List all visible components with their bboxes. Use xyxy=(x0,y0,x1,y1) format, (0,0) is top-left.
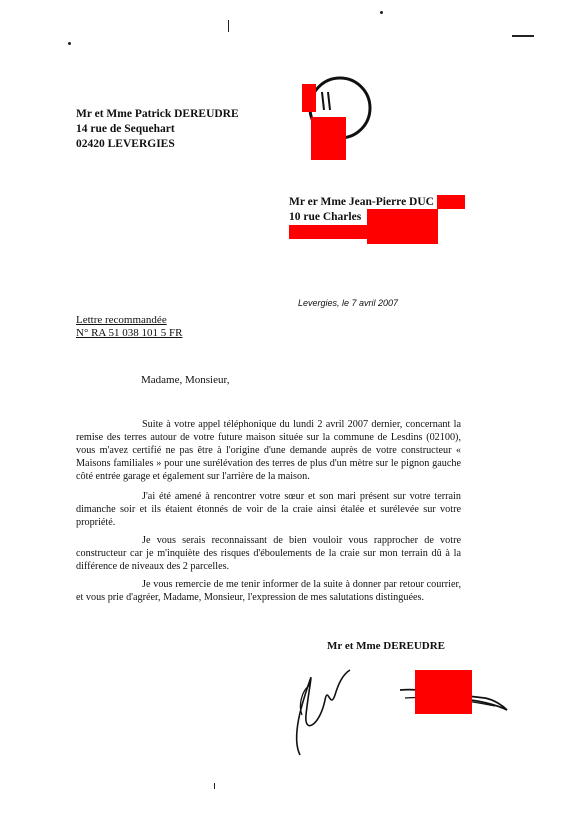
recipient-redaction-city xyxy=(289,225,367,239)
scan-mark-top xyxy=(228,20,229,32)
stamp-annotation xyxy=(322,92,330,110)
salutation: Madame, Monsieur, xyxy=(141,374,230,386)
recipient-redaction-street xyxy=(367,209,438,244)
sender-block xyxy=(76,107,239,152)
registered-letter-block xyxy=(76,314,182,340)
stamp-redaction-left xyxy=(302,84,316,112)
body-paragraph: Je vous serais reconnaissant de bien vouloir vous rapprocher de votre constructeur car je m'inquiète des risques d'éboulements de la craie sur mon terrain dû à la différence de niveaux des 2 parcelles. xyxy=(76,535,461,572)
sender-street: 14 rue de Sequehart xyxy=(76,123,175,135)
registered-label: Lettre recommandée xyxy=(76,314,167,326)
body-paragraph: J'ai été amené à rencontrer votre sœur et son mari présent sur votre terrain dimanche soir et ils étaient étonnés de voir de la craie ainsi étalée et surélevée sur votre propriété. xyxy=(76,491,461,528)
scan-dot-top-right xyxy=(380,11,383,14)
stamp-redaction-bottom xyxy=(311,117,346,160)
body-paragraph: Suite à votre appel téléphonique du lundi 2 avril 2007 dernier, concernant la remise des terres autour de votre future maison située sur la commune de Lesdins (02100), vous m'avez certifié ne pas être à l'origine d'une demande auprès de votre constructeur « Maisons familiales » pour une surélévation des terres de plus d'un mètre sur le pignon gauche côté entrée garage et également sur l'arrière de la maison. xyxy=(76,419,461,482)
sender-city: 02420 LEVERGIES xyxy=(76,138,175,150)
body-paragraph: Je vous remercie de me tenir informer de la suite à donner par retour courrier, et vous prie d'agréer, Madame, Monsieur, l'expression de mes salutations distinguées. xyxy=(76,579,461,603)
signature-redaction xyxy=(415,670,472,714)
handwritten-signature-left xyxy=(280,655,370,765)
signature-name: Mr et Mme DEREUDRE xyxy=(327,640,446,652)
scan-dot-bottom xyxy=(214,783,215,789)
registered-number: N° RA 51 038 101 5 FR xyxy=(76,327,183,339)
letter-date: Levergies, le 7 avril 2007 xyxy=(298,298,399,308)
scan-mark-right xyxy=(512,35,534,37)
sender-name: Mr et Mme Patrick DEREUDRE xyxy=(76,108,239,120)
recipient-redaction-name xyxy=(437,195,465,209)
scan-dot-left xyxy=(68,42,71,45)
recipient-street: 10 rue Charles xyxy=(289,211,362,223)
recipient-name: Mr er Mme Jean-Pierre DUC xyxy=(289,196,434,208)
